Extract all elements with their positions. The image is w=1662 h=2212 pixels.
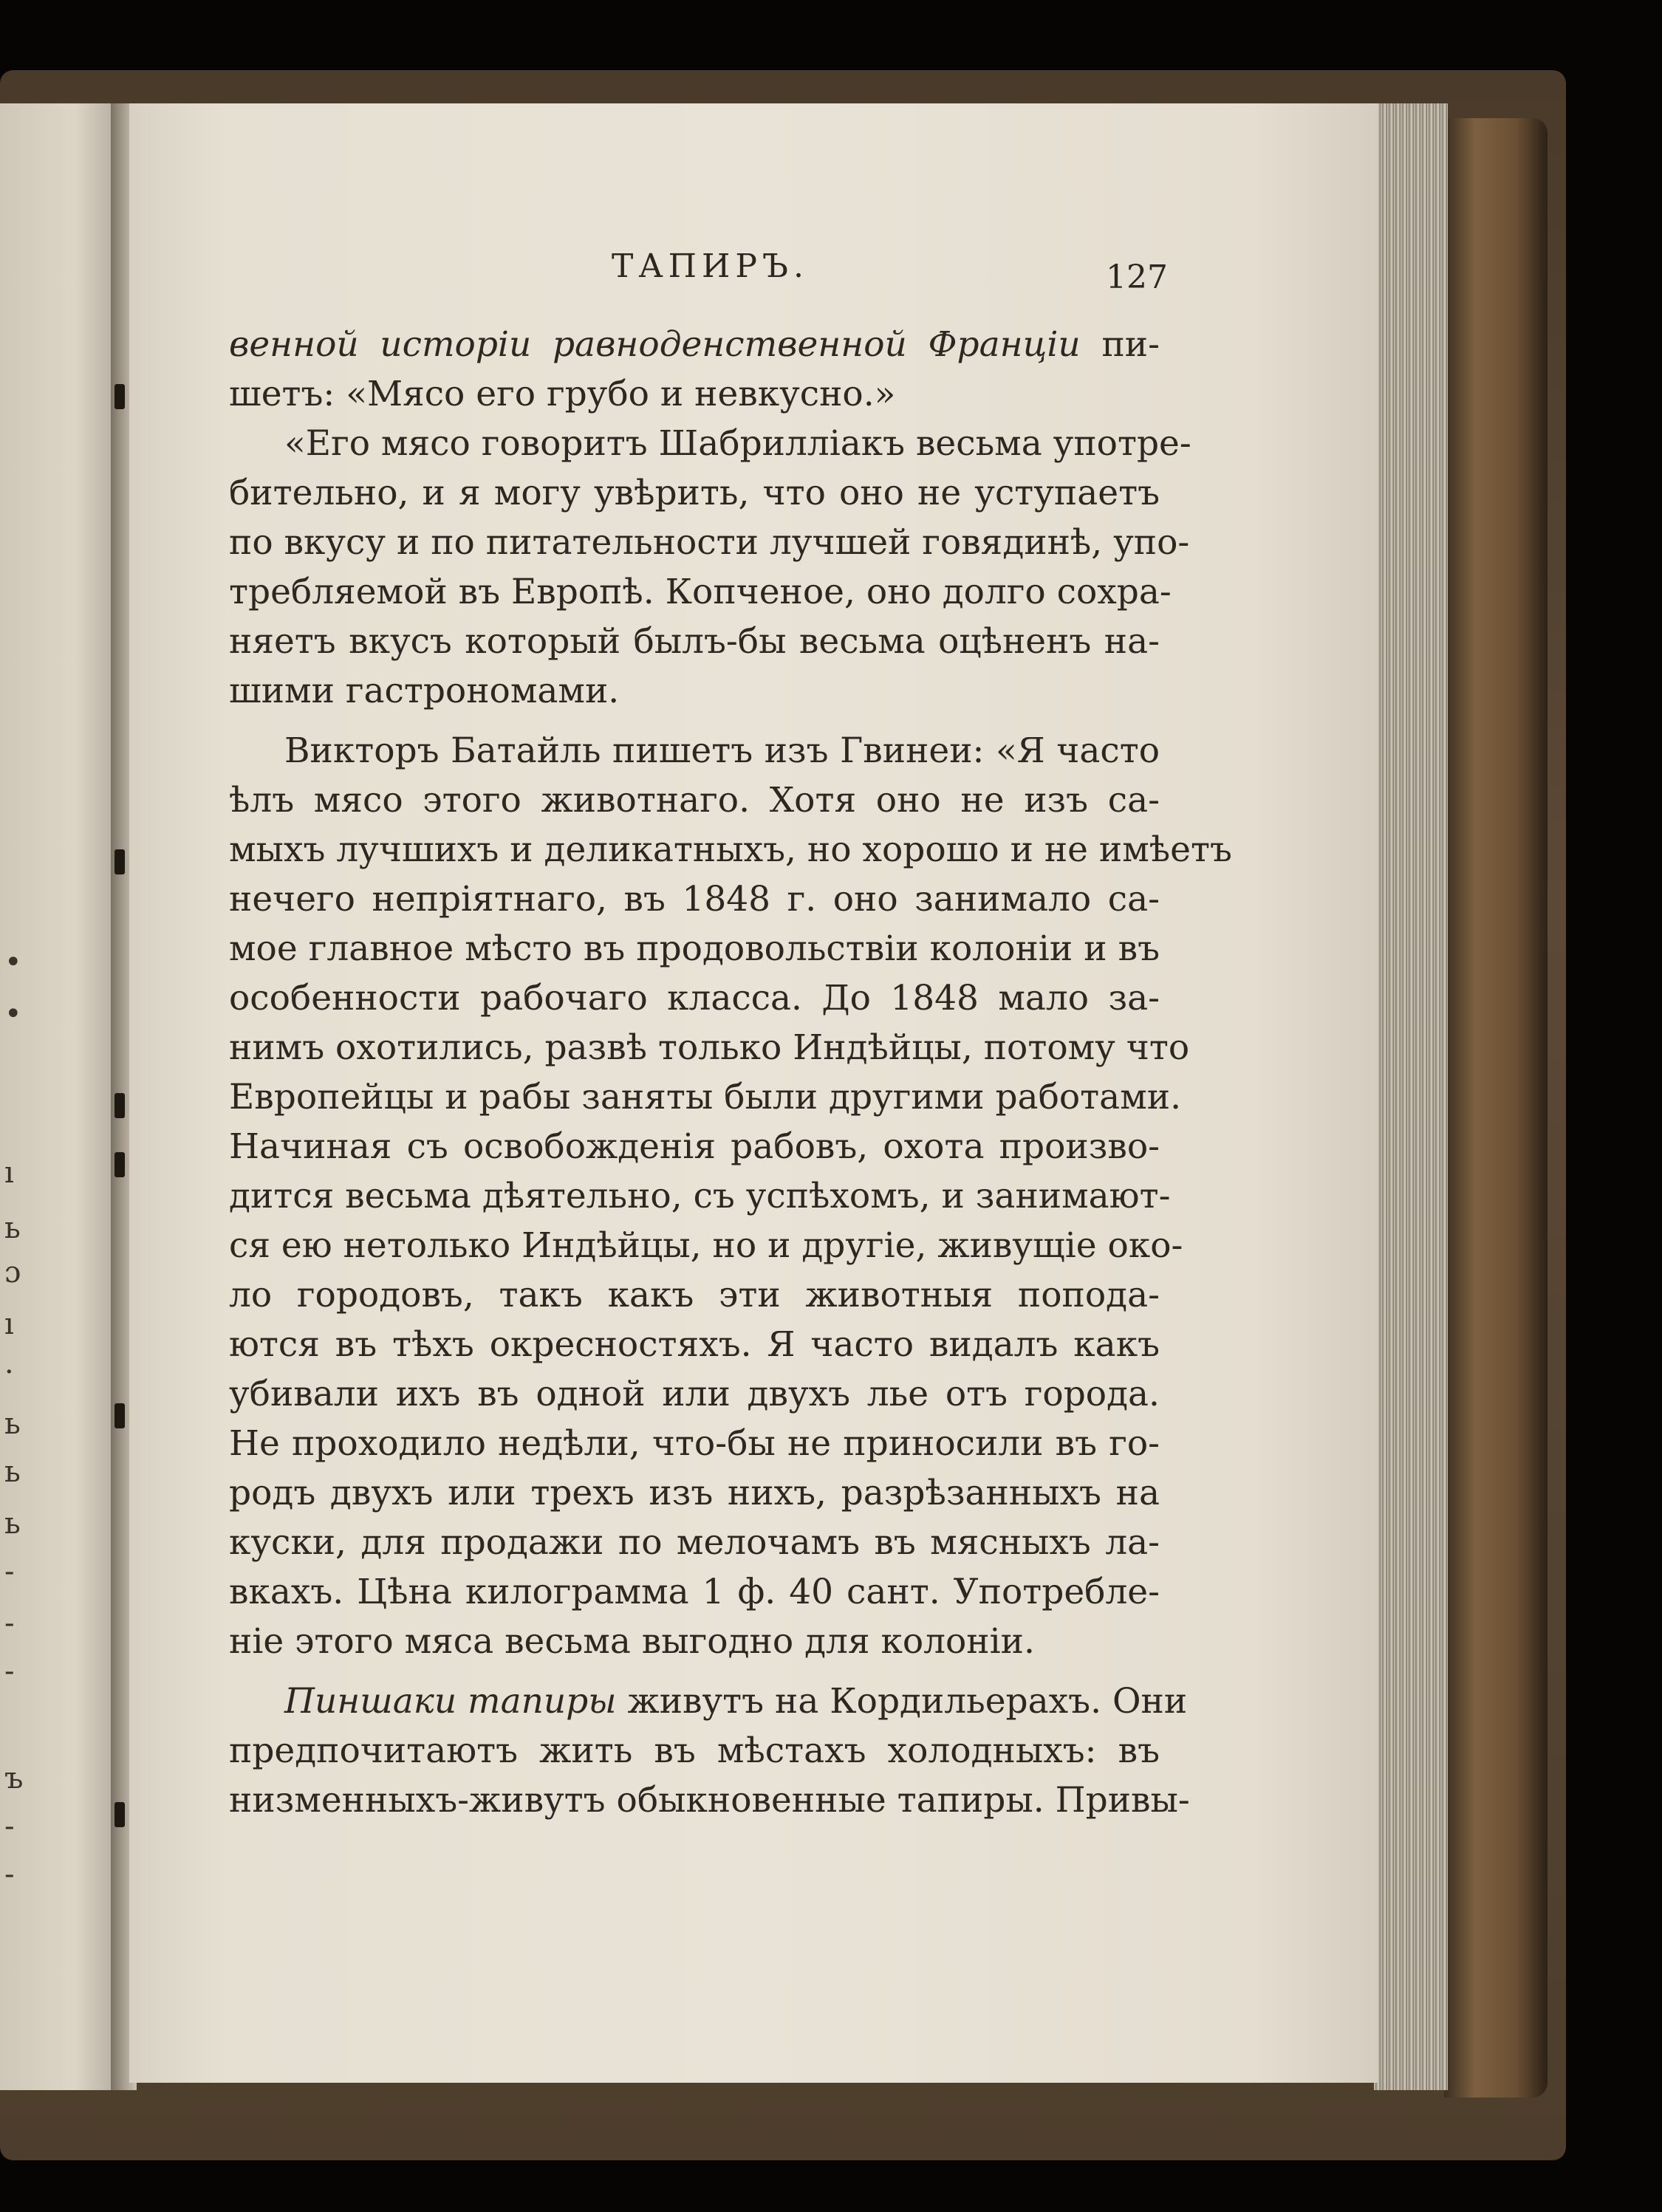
page-edges: [1374, 103, 1448, 2090]
text-line: [229, 320, 1160, 369]
binding-stitch: [114, 1403, 125, 1428]
binding-stitch: [114, 384, 125, 409]
line-rest: живутъ на Кордильерахъ. Они: [616, 1681, 1188, 1722]
left-page-fragment: ь: [4, 1507, 21, 1541]
left-page-fragment: -: [4, 1809, 15, 1843]
binding-stitch: [114, 1093, 125, 1118]
text-line: родъ двухъ или трехъ изъ нихъ, разрѣзанныхъ на: [229, 1473, 1160, 1513]
left-page-fragment: ı: [4, 1307, 14, 1341]
text-line: дится весьма дѣятельно, съ успѣхомъ, и занимают-: [229, 1176, 1171, 1216]
text-line: бительно, и я могу увѣрить, что оно не уступаетъ: [229, 473, 1160, 513]
text-line: [229, 1677, 1188, 1726]
text-line: мое главное мѣсто въ продовольствіи колоніи и въ: [229, 928, 1160, 969]
text-line: требляемой въ Европѣ. Копченое, оно долго сохра-: [229, 572, 1172, 612]
text-line: предпочитаютъ жить въ мѣстахъ холодныхъ: въ: [229, 1730, 1160, 1771]
body-text: [229, 320, 1232, 1825]
left-page-fragment: -: [4, 1857, 15, 1891]
text-line: Начиная съ освобожденія рабовъ, охота произво-: [229, 1126, 1160, 1167]
text-line: мыхъ лучшихъ и деликатныхъ, но хорошо и не имѣетъ: [229, 829, 1232, 870]
left-page-fragment: ь: [4, 1211, 21, 1245]
text-line: Не проходило недѣли, что-бы не приносили въ го-: [229, 1423, 1160, 1464]
running-head: ТАПИРЪ.: [612, 247, 809, 285]
italic-phrase: венной исторіи равноденственной Франціи: [229, 324, 1081, 365]
binding-stitch: [114, 1152, 125, 1177]
left-page-fragment: -: [4, 1606, 15, 1640]
text-line: куски, для продажи по мелочамъ въ мясныхъ ла-: [229, 1522, 1160, 1563]
text-line: ло городовъ, такъ какъ эти животныя попода-: [229, 1275, 1160, 1315]
left-page-fragment: ъ: [4, 1761, 24, 1795]
text-line: ся ею нетолько Индѣйцы, но и другіе, живущіе око-: [229, 1225, 1183, 1266]
left-page-fragment: ·: [4, 1355, 14, 1389]
text-line: ѣлъ мясо этого животнаго. Хотя оно не изъ са-: [229, 780, 1160, 821]
text-line: няетъ вкусъ который былъ-бы весьма оцѣненъ на-: [229, 621, 1160, 662]
line-rest: пи-: [1080, 324, 1160, 365]
left-page-fragment: ɔ: [4, 1256, 21, 1290]
italic-phrase: Пиншаки тапиры: [284, 1681, 617, 1722]
left-page-fragment: -: [4, 1555, 15, 1589]
text-line: особенности рабочаго класса. До 1848 мало за-: [229, 978, 1160, 1018]
text-line: ніе этого мяса весьма выгодно для колоніи.: [229, 1621, 1035, 1662]
binding-stitch: [114, 1802, 125, 1827]
text-line: низменныхъ-живутъ обыкновенные тапиры. Привы-: [229, 1780, 1190, 1821]
text-line: шими гастрономами.: [229, 671, 620, 711]
text-line: «Его мясо говоритъ Шабрилліакъ весьма употре-: [284, 423, 1191, 464]
left-page-fragment: •: [4, 945, 22, 979]
left-page: [0, 103, 124, 2090]
left-page-fragment: -: [4, 1654, 15, 1688]
left-page-fragment: •: [4, 997, 22, 1031]
text-line: шетъ: «Мясо его грубо и невкусно.»: [229, 374, 896, 414]
text-line: вкахъ. Цѣна килограмма 1 ф. 40 сант. Употребле-: [229, 1572, 1160, 1612]
text-line: нимъ охотились, развѣ только Индѣйцы, потому что: [229, 1027, 1190, 1068]
page-number: 127: [1106, 258, 1168, 296]
binding-stitch: [114, 849, 125, 874]
text-line: по вкусу и по питательности лучшей говядинѣ, упо-: [229, 522, 1190, 563]
book-cover-edge: [1444, 118, 1548, 2098]
left-page-fragment: ь: [4, 1407, 21, 1441]
text-line: убивали ихъ въ одной или двухъ лье отъ города.: [229, 1374, 1160, 1414]
left-page-fragment: ь: [4, 1455, 21, 1489]
text-line: Викторъ Батайль пишетъ изъ Гвинеи: «Я часто: [284, 730, 1160, 771]
text-line: ются въ тѣхъ окресностяхъ. Я часто видалъ какъ: [229, 1324, 1160, 1365]
left-page-fragment: ı: [4, 1156, 14, 1190]
text-line: Европейцы и рабы заняты были другими работами.: [229, 1077, 1182, 1117]
text-line: нечего непріятнаго, въ 1848 г. оно занимало са-: [229, 879, 1160, 920]
